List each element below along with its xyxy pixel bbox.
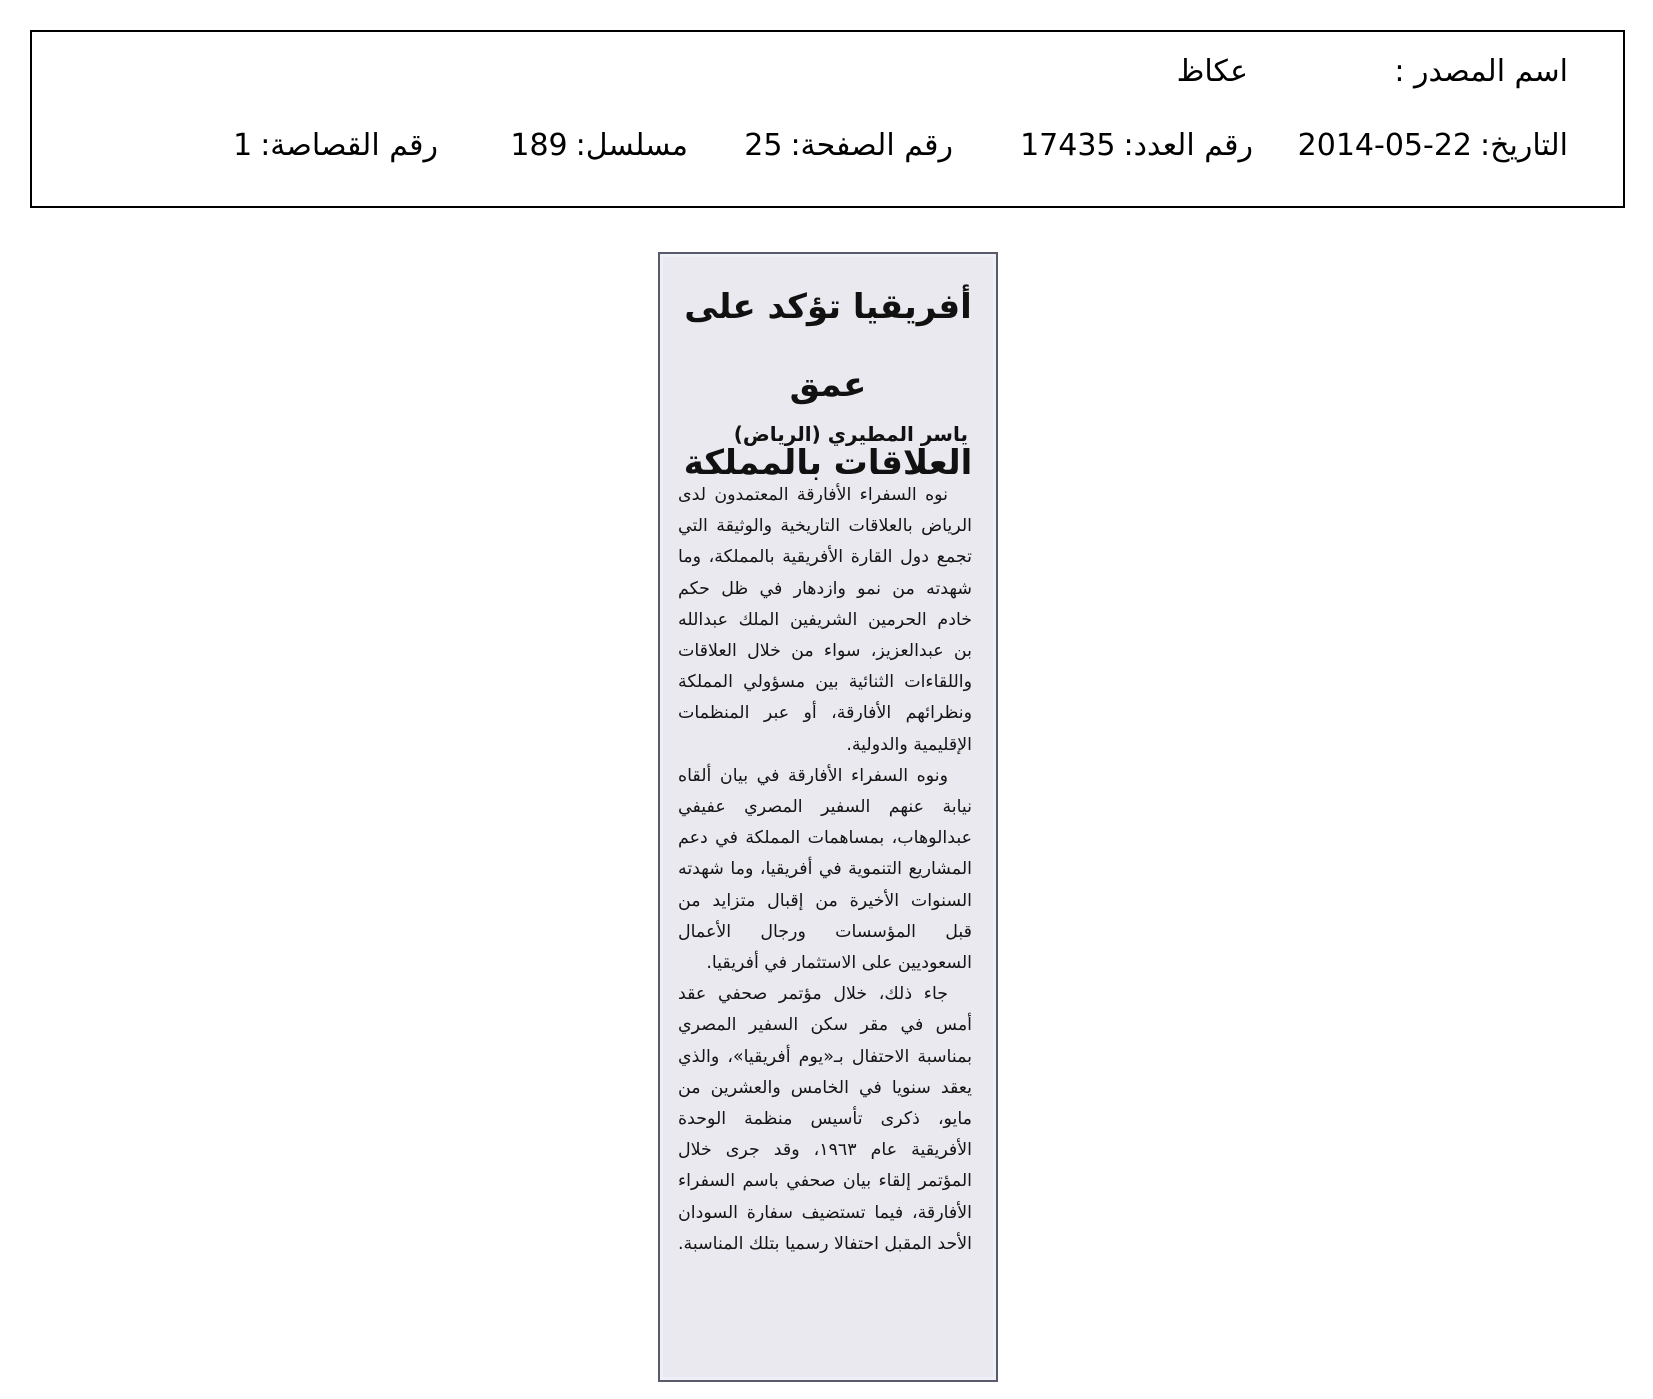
issue-value: 17435 (1020, 128, 1116, 163)
page-value: 25 (744, 128, 783, 163)
source-label: اسم المصدر : (1394, 54, 1568, 89)
article-paragraph: نوه السفراء الأفارقة المعتمدون لدى الرياض بالعلاقات التاريخية والوثيقة التي تجمع دول القارة الأفريقية بالمملكة، وما شهدته من نمو وازدهار في ظل حكم خادم الحرمين الشريفين الملك عبدالله بن عبدالعزيز، سواء من خلال العلاقات واللقاءات الثنائية بين مسؤولي المملكة ونظرائهم الأفارقة، أو عبر المنظمات الإقليمية والدولية. (678, 485, 972, 755)
date-value: 2014-05-22 (1297, 128, 1473, 163)
clip-value: 1 (233, 128, 253, 163)
article-paragraph: جاء ذلك، خلال مؤتمر صحفي عقد أمس في مقر سكن السفير المصري بمناسبة الاحتفال بـ«يوم أفريقيا»، والذي يعقد سنويا في الخامس والعشرين من مايو، ذكرى تأسيس منظمة الوحدة الأفريقية عام ١٩٦٣، وقد جرى خلال المؤتمر إلقاء بيان صحفي باسم السفراء الأفارقة، فيما تستضيف سفارة السودان الأحد المقبل احتفالا رسميا بتلك المناسبة. (678, 984, 972, 1254)
article-body (678, 480, 972, 1260)
page-field (744, 126, 953, 166)
article-byline: ياسر المطيري (الرياض) (733, 422, 968, 446)
details-row (32, 126, 1568, 166)
clip-field (233, 126, 438, 166)
article-headline (670, 268, 986, 502)
serial-value: 189 (510, 128, 568, 163)
clip-label: رقم القصاصة: (260, 128, 438, 163)
serial-label: مسلسل: (575, 128, 688, 163)
date-label: التاريخ: (1480, 128, 1568, 163)
page-label: رقم الصفحة: (790, 128, 953, 163)
issue-field (1020, 126, 1253, 166)
date-field (1298, 126, 1568, 166)
source-row (32, 52, 1568, 92)
headline-line-2: العلاقات بالمملكة (683, 443, 973, 483)
headline-line-1: أفريقيا تؤكد على عمق (684, 287, 972, 405)
source-value: عكاظ (1176, 54, 1248, 89)
source-info-box (30, 30, 1625, 208)
newspaper-clipping (658, 252, 998, 1382)
issue-label: رقم العدد: (1123, 128, 1253, 163)
article-paragraph: ونوه السفراء الأفارقة في بيان ألقاه نيابة عنهم السفير المصري عفيفي عبدالوهاب، بمساهمات المملكة في دعم المشاريع التنموية في أفريقيا، وما شهدته السنوات الأخيرة من إقبال متزايد من قبل المؤسسات ورجال الأعمال السعوديين على الاستثمار في أفريقيا. (678, 765, 972, 974)
serial-field (510, 126, 688, 166)
